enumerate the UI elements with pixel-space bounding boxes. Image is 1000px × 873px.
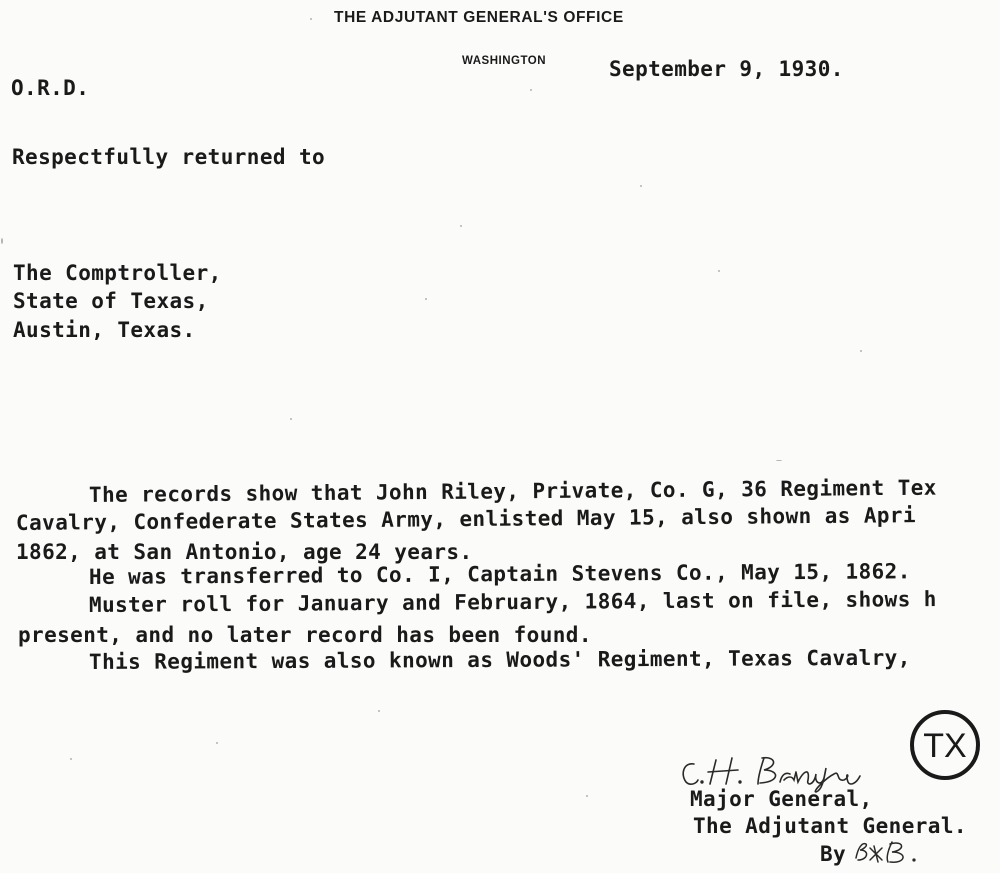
tx-stamp [908, 708, 982, 782]
body-line: This Regiment was also known as Woods' Regiment, Texas Cavalry, [88, 645, 911, 674]
addressee-line: State of Texas, [13, 289, 209, 313]
body-line: He was transferred to Co. I, Captain Stevens Co., May 15, 1862. [88, 559, 911, 589]
body-line: Muster roll for January and February, 1864, last on file, shows h [88, 587, 937, 617]
reference-code: O.R.D. [11, 76, 90, 100]
signatory-title: The Adjutant General. [693, 814, 967, 838]
letter-date: September 9, 1930. [609, 57, 844, 81]
signatory-rank: Major General, [690, 787, 873, 811]
salutation: Respectfully returned to [12, 145, 326, 169]
city-label: WASHINGTON [462, 55, 547, 67]
addressee-line: Austin, Texas. [13, 318, 196, 342]
by-label: By [820, 842, 847, 866]
body-line: Cavalry, Confederate States Army, enlisted May 15, also shown as Apri [15, 503, 917, 535]
office-letterhead: THE ADJUTANT GENERAL'S OFFICE [334, 9, 624, 26]
handwritten-initials [852, 836, 942, 868]
body-line: 1862, at San Antonio, age 24 years. [16, 540, 473, 564]
addressee-line: The Comptroller, [13, 261, 222, 285]
body-line: The records show that John Riley, Private, Co. G, 36 Regiment Tex [88, 475, 937, 507]
body-line: present, and no later record has been found. [18, 623, 592, 647]
stamp-text: TX [923, 727, 967, 765]
